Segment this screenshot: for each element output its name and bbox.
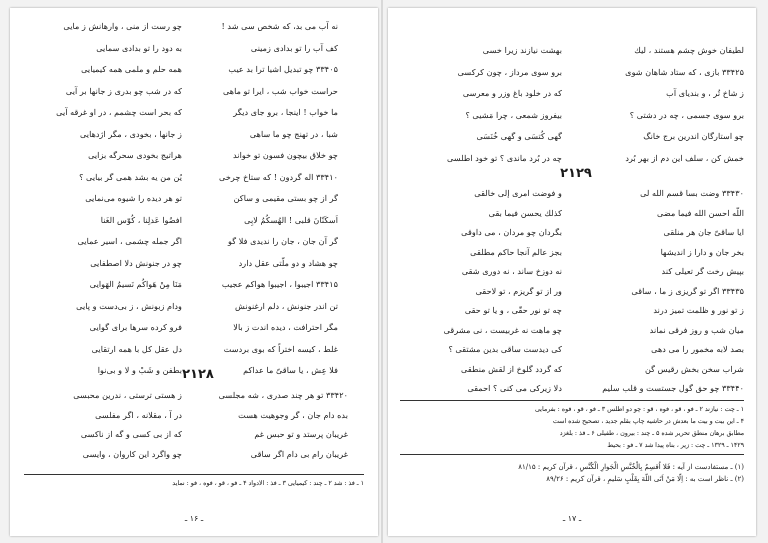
verse-line: چه تو نور حقّی ، و یا تو حقی xyxy=(464,305,562,315)
verse-line: مَنَا مِنْ هَواکُم نَسیمُ الهَوایی xyxy=(89,279,182,289)
right-chapter-number: ۲۱۲۹ xyxy=(560,166,592,181)
verse-line: فلا عِش ، یا ساقیّ ما عداکم xyxy=(243,365,338,375)
verse-line: اَسکَنّانَ قلبی ! الهُسکُمُ لابِی xyxy=(244,214,338,225)
verse-line: بصد لابه مخمور را می دهی xyxy=(651,344,744,354)
right-page-number: ـ ۱۷ ـ xyxy=(562,514,582,523)
verse-line: اللّه احسن الله فیما مضی xyxy=(657,207,744,218)
footnote-line: مطابق برهان منطق تحریر شده ۵ ـ چند : بیرون ، طفیلی ۶ ـ فذ : بلغزد xyxy=(559,430,744,437)
verse-line: که در شب چو بدری ز جانها بر آیی xyxy=(65,85,182,96)
left-chapter-number: ۲۱۲۸ xyxy=(182,367,214,382)
verse-line: که گردد گلوخ از لقش منطقی xyxy=(461,363,562,374)
verse-line: تن اندر جنونش ، دلم ارغنونش xyxy=(235,300,338,311)
quran-note-line: (۱) ـ مستفادست از آیه : فَلا اُقسِمُ بِالْخُنَّسِ الْجَوارِ الْکُنَّسِ ، قرآن کریم : ۸۱/۱۵ xyxy=(518,463,744,471)
verse-line: به دود را تو بدادی سمایی xyxy=(96,42,182,53)
verse-line: ۳۳۴۳۵ اگر تو گریزی ز ما ، ساقی xyxy=(631,285,744,296)
quran-note-line: (۲) ـ ناظر است به : اِلّا مَنْ اَتَی اللّهَ بِقَلْبٍ سَلیمٍ ، قرآن کریم : ۸۹/۲۶ xyxy=(546,475,744,483)
verse-line: ور از تو گریزم ، تو لاحقی xyxy=(475,285,562,296)
verse-line: هراتیج بخودی سحرگه بزایی xyxy=(88,150,182,160)
left-page-number: ـ ۱۶ ـ xyxy=(184,514,204,523)
verse-line: بخر جان و دارا ز اندیشها xyxy=(660,246,744,257)
verse-line: گر از چو بستی مقیمی و ساکن xyxy=(233,193,338,203)
verse-line: و فوضت امری إلی خالقی xyxy=(474,188,562,198)
verse-line: چو هشاد و دو ملّتی عقل دارد xyxy=(238,257,338,268)
verse-line: گر آن جان ، جان را ندیدی فلا گو xyxy=(227,236,338,246)
verse-line: برو سوی جسمی ، چه در دشتی ؟ xyxy=(629,109,744,120)
verse-line: کذلك یحسن فیما بقی xyxy=(488,207,562,218)
left-verse-column-right xyxy=(168,16,338,382)
verse-line: برو سوی مرداز ، چون کرکسی xyxy=(457,66,562,77)
verse-line: یُن من یه بشد همی گر بیایی ؟ xyxy=(79,171,182,182)
verse-line: که در خلود باغ وزر و معرسی xyxy=(462,88,562,98)
verse-line: ۳۳۴۳۰ وضت بسا قسم الله لی xyxy=(640,188,744,198)
right-second-column-right xyxy=(574,184,744,399)
verse-line: بیفروز شمعی ، چرا مَشیی ؟ xyxy=(465,109,562,120)
verse-line: چو در جنونش دلا اصطفایی xyxy=(90,257,182,268)
verse-line: نه آب می بد، که شخص سی شد ! xyxy=(221,21,338,31)
verse-line: چو رست از منی ، وارهانش ز مایی xyxy=(63,21,182,31)
verse-line: بده دام جان ، گر وجوهیت هست xyxy=(238,409,348,420)
verse-line: همه حلم و ملمی همه کیمیایی xyxy=(81,64,182,74)
right-quran-rule xyxy=(400,454,744,455)
verse-line: بهشت نیازند زیرا خسی xyxy=(482,45,562,55)
verse-line: ودام زبونش ، ز بی‌دست و پایی xyxy=(76,300,182,311)
verse-line: کی دیدست ساقی بدین مشتقی ؟ xyxy=(448,344,562,354)
verse-line: کف آب را تو بدادی زمینی xyxy=(250,42,338,53)
verse-line: مگر احترافت ، دیده اندت ز بالا xyxy=(233,322,338,332)
verse-line: ۳۳۴۱۵ اجیبوا ، اجیبوا هواکم عجیب xyxy=(221,279,338,289)
footnote-line: ۱۴۲۹ ـ ۱۳۲۹ ـ چت : زیر ، بناه پیدا شد ۷ ـ فو : بحیط xyxy=(607,442,744,449)
verse-line: شبا ، در تهنج چو ما ساهی xyxy=(249,128,338,139)
left-page xyxy=(10,8,378,536)
verse-line: ۳۳۴۴۰ چو حق گول جستست و قلب سلیم xyxy=(602,383,744,393)
verse-line: ۳۳۴۲۰ تو هر چند صدری ، شه مجلسی xyxy=(218,390,348,400)
right-quran-notes xyxy=(400,460,744,484)
verse-line: ایا ساقیّ جان هر منلقی xyxy=(663,227,744,237)
verse-line: چو ماهت نه غربیست ، نی مشرقی xyxy=(443,324,562,335)
verse-line: ما خواب ! اینجا ، برو جای دیگر xyxy=(233,107,338,117)
verse-line: چه در بُرد ماندی ؟ تو خود اطلسی xyxy=(447,152,562,163)
verse-line: چو استارگان اندرین برج خانگ xyxy=(643,131,744,141)
verse-line: ۳۳۴۰۵ چو تبدیل اشیا ترا بد عیب xyxy=(228,64,338,74)
verse-line: ز شاخ تُر ، و بندیای آب xyxy=(666,88,744,98)
right-footnote-rule xyxy=(400,400,744,401)
verse-line: شراب سخن بخش ر‌قیس گن xyxy=(644,363,744,374)
verse-line: تو هر دیده را شیوه می‌نمایی xyxy=(85,193,182,203)
verse-line: خمش کن ، سلف این دم از بهر بُرد xyxy=(625,152,744,163)
verse-line: بطفن و شَبْ و لا و بی‌نوا xyxy=(97,365,182,375)
verse-line: میان شب و روز فرقی نماند xyxy=(649,324,744,335)
verse-line: اگر جمله چشمی ، اسیر عمایی xyxy=(77,236,182,246)
verse-line: ز جانها ، بخودی ، مگر اژدهایی xyxy=(79,128,182,139)
verse-line: غریبان پرستد و تو حبس غم xyxy=(254,429,348,439)
right-verse-column-left xyxy=(402,40,562,169)
left-footnotes xyxy=(24,478,364,490)
right-second-column-left xyxy=(402,184,562,399)
verse-line: بجز عالم آنجا حاکم مطلقی xyxy=(470,246,562,257)
verse-line: غلط ، کیسه اختراً که بوی بردست xyxy=(223,343,338,354)
book-gutter xyxy=(381,0,383,543)
verse-line: دل عقل کل با همه ارتقایی xyxy=(91,343,182,354)
verse-line: گهی کُتسَی و گهی خُنَسَی xyxy=(476,131,562,141)
right-footnotes xyxy=(400,404,744,452)
right-verse-column-right xyxy=(574,40,744,169)
verse-line: نه دوزخ ساند ، نه دوری شقی xyxy=(461,266,562,276)
verse-line: حراست خواب شب ، ایرا تو ماهی xyxy=(222,85,338,96)
verse-line: لطیفان خوش چشم هستند ، لیك xyxy=(634,45,744,55)
verse-line: فرو کرده سرها برای گوایی xyxy=(89,322,182,332)
left-second-column-left xyxy=(22,386,182,464)
verse-line: دلا زیرکی می کنی ؟ احمقی xyxy=(467,383,562,393)
verse-line: بگردان چو مردان ، می داوقی xyxy=(461,227,562,237)
left-footnote-rule xyxy=(24,474,364,475)
verse-line: که از بی کسی و گه از ناکسی xyxy=(80,429,182,439)
verse-line: چو واگرد این کاروان ، وایسی xyxy=(82,448,182,459)
verse-line: ز تو نور و ظلمت تمیز درند xyxy=(653,305,744,315)
verse-line: ۳۳۴۲۵ بازی ، که ستاد شاهان شوی xyxy=(625,66,744,77)
verse-line: در آ ، مقلانه ، اگر مفلسی xyxy=(95,409,182,420)
verse-line: چو خلاق بیچون فسون تو خواند xyxy=(233,150,338,160)
left-verse-column-left xyxy=(22,16,182,382)
footnote-line: ۱ ـ چت : نیازند ۲ ـ فو ، قو ، فوه ، قو : چو دو اطلس ۳ ـ فو ، قو ، فوه : بفرمایی xyxy=(534,406,744,413)
verse-line: افضُوا عَدلِنا ، کُوّس الغَنا xyxy=(100,214,182,225)
verse-line: ۳۳۴۱۰ اله گردون ! که ستاخ چرخی xyxy=(219,171,338,182)
verse-line: ز هستی ترستی ، ندرین محبسی xyxy=(73,390,182,400)
verse-line: غریبان رام بی دام اگر ساقی xyxy=(250,448,348,459)
left-second-column-right xyxy=(198,386,348,464)
footnote-line: ۴ ـ این بیت و بیت ما بعدش در حاشیه چاپ بقلم جدید ، تصحیح شده است xyxy=(552,418,744,425)
verse-line: که بحر است چشمم ، در او غرقه آیی xyxy=(56,107,182,117)
right-page xyxy=(388,8,756,536)
verse-line: بپیش رخت گر تعیلی کند xyxy=(661,266,744,276)
footnote-line: ۱ ـ فذ : شد ۲ ـ چند : کیمیایی ۳ ـ فذ : الادواد ۴ ـ فو ، قو ، فوه ، فو : نماید xyxy=(172,480,364,487)
